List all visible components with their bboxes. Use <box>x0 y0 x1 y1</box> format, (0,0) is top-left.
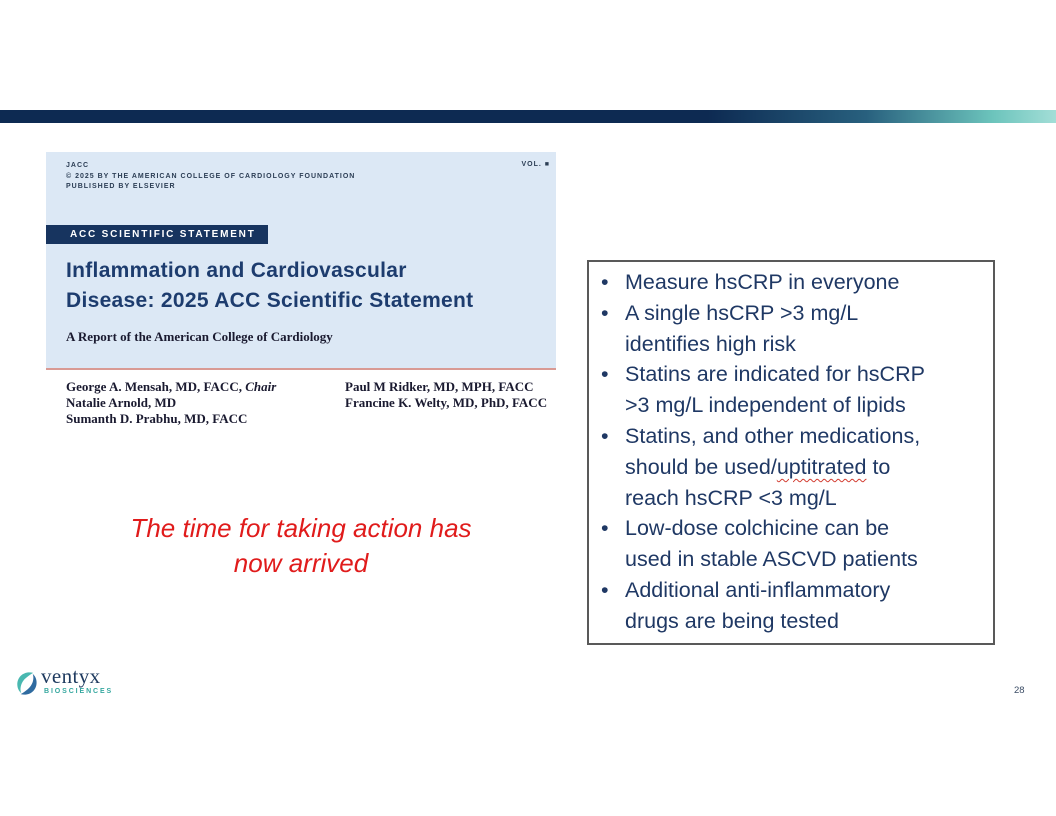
author-list-left <box>66 379 276 427</box>
summary-bullet-list <box>589 262 993 642</box>
bullet-item <box>589 513 989 575</box>
ventyx-logo <box>13 666 133 704</box>
bullet-line: reach hsCRP <3 mg/L <box>625 485 837 510</box>
title-line: Disease: 2025 ACC Scientific Statement <box>66 289 474 312</box>
tagline-line: The time for taking action has <box>130 513 472 543</box>
article-subtitle: A Report of the American College of Cardiology <box>66 329 333 344</box>
masthead-line: JACC <box>66 162 90 169</box>
tagline-line: now arrived <box>233 548 369 578</box>
bullet-item <box>589 359 989 421</box>
journal-masthead <box>66 161 355 193</box>
bullet-line: • Low-dose colchicine can be <box>625 516 890 541</box>
author-name: George A. Mensah, MD, FACC, Chair <box>66 379 277 394</box>
author-list-right <box>345 379 547 411</box>
bullet-item <box>589 575 989 637</box>
masthead-line: © 2025 BY THE AMERICAN COLLEGE OF CARDIOLOGY FOUNDATION <box>66 172 356 180</box>
bullet-line: identifies high risk <box>625 331 796 356</box>
article-type-badge: ACC SCIENTIFIC STATEMENT <box>46 225 268 244</box>
article-title <box>66 256 473 316</box>
bullet-item <box>589 298 989 360</box>
journal-article-image <box>46 152 556 428</box>
article-divider <box>46 368 556 370</box>
tagline-text <box>85 511 517 581</box>
journal-header-panel <box>46 152 556 368</box>
misspelled-word: uptitrated <box>776 454 867 479</box>
bullet-line: • Additional anti-inflammatory <box>625 577 891 602</box>
bullet-line: • Statins are indicated for hsCRP <box>625 362 925 387</box>
bullet-line: >3 mg/L independent of lipids <box>625 393 906 418</box>
title-line: Inflammation and Cardiovascular <box>66 259 407 282</box>
author-name: Paul M Ridker, MD, MPH, FACC <box>345 379 534 394</box>
bullet-item <box>589 267 989 298</box>
author-name: Sumanth D. Prabhu, MD, FACC <box>66 411 248 426</box>
bullet-line: • A single hsCRP >3 mg/L <box>625 300 859 325</box>
bullet-line: should be used/uptitrated to <box>625 454 891 479</box>
author-name: Francine K. Welty, MD, PhD, FACC <box>345 395 548 410</box>
bullet-line: • Statins, and other medications, <box>625 423 921 448</box>
summary-box <box>587 260 995 645</box>
page-number: 28 <box>1014 685 1025 696</box>
bullet-item <box>589 421 989 513</box>
bullet-line: drugs are being tested <box>625 608 839 633</box>
masthead-line: PUBLISHED BY ELSEVIER <box>66 183 176 190</box>
logo-subtitle: BIOSCIENCES <box>44 688 114 695</box>
logo-wordmark: ventyx <box>41 664 101 688</box>
slide-accent-bar <box>0 110 1056 123</box>
swirl-icon <box>13 669 40 703</box>
journal-volume: VOL. ■ <box>521 161 550 168</box>
author-name: Natalie Arnold, MD <box>66 395 177 410</box>
bullet-line: used in stable ASCVD patients <box>625 547 918 572</box>
bullet-line: • Measure hsCRP in everyone <box>625 270 900 294</box>
